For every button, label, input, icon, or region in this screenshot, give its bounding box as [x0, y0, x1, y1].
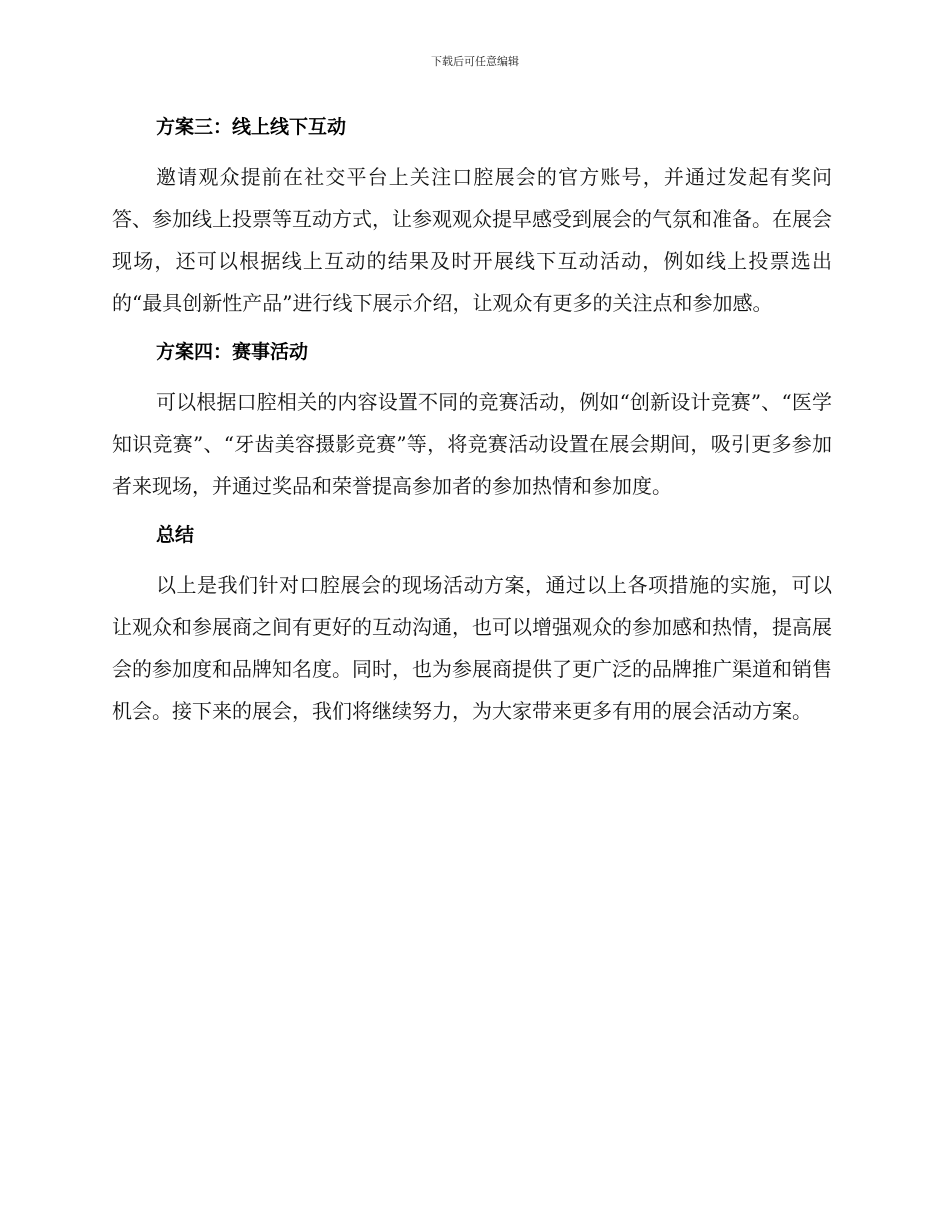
section-heading: 方案三：线上线下互动 — [156, 116, 347, 138]
section-paragraph: 邀请观众提前在社交平台上关注口腔展会的官方账号，并通过发起有奖问答、参加线上投票等互动方式，让参观观众提早感受到展会的气氛和准备。在展会现场，还可以根据线上互动的结果及时开展线下互动活动，例如线上投票选出的“最具创新性产品”进行线下展示介绍，让观众有更多的关注点和参加感。 — [112, 165, 832, 315]
section-paragraph: 可以根据口腔相关的内容设置不同的竞赛活动，例如“创新设计竞赛”、“医学知识竞赛”、“牙齿美容摄影竞赛”等，将竞赛活动设置在展会期间，吸引更多参加者来现场，并通过奖品和荣誉提高参加者的参加热情和参加度。 — [112, 390, 832, 498]
section-heading: 总结 — [156, 524, 195, 546]
document-body — [112, 107, 832, 732]
section-online-offline — [112, 107, 832, 332]
section-paragraph: 以上是我们针对口腔展会的现场活动方案，通过以上各项措施的实施，可以让观众和参展商之间有更好的互动沟通，也可以增强观众的参加感和热情，提高展会的参加度和品牌知名度。同时，也为参展商提供了更广泛的品牌推广渠道和销售机会。接下来的展会，我们将继续努力，为大家带来更多有用的展会活动方案。 — [112, 573, 832, 723]
section-heading: 方案四：赛事活动 — [156, 341, 309, 363]
section-competition — [112, 332, 832, 515]
section-summary — [112, 515, 832, 732]
page-header: 下载后可任意编辑 — [431, 55, 519, 68]
